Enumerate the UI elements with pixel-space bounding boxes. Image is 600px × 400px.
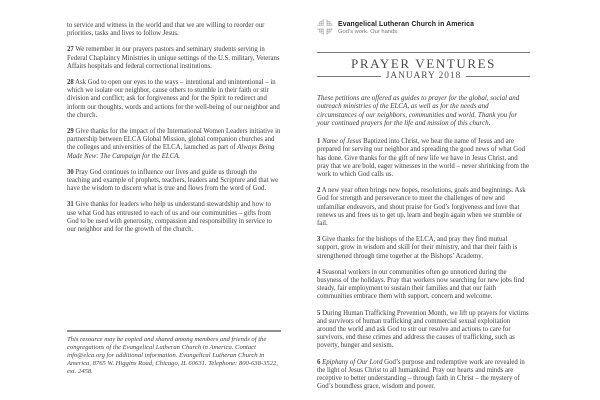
right-body-copy <box>317 94 530 399</box>
petition-text: During Human Trafficking Prevention Month, we lift up prayers for victims and survivors of human trafficking and commercial sexual exploitation around the world and ask God to stir our resolve and actions to care for survivors, end these crimes and address the causes of trafficking, such as poverty, hunger and sexism. <box>317 309 529 350</box>
petition-text: Give thanks for the bishops of the ELCA, and pray they find mutual support, grow in wisdom and skill for their ministry, and that their faith is strengthened through time together at the Bishops’ Academy. <box>317 236 518 260</box>
paragraph-text: Ask God to open our eyes to the ways – intentional and unintentional – in which we isolate our neighbor, cause others to stumble in their faith or stir division and conflict; ask for forgiveness and for the Spirit to redirect and inform our thoughts, words and actions for the well-being of our neighbor and the church. <box>67 79 280 119</box>
petition <box>317 359 530 392</box>
page-right <box>317 0 530 400</box>
petition-number: 3 <box>317 236 321 244</box>
issue-date: JANUARY 2018 <box>385 71 462 81</box>
petition-text: A new year often brings new hopes, resolutions, goals and beginnings. Ask God for strength and perseverance to meet the challenges of new and unfamiliar endeavors, and shout praise for God’s forgiveness and love that renews us and frees us to get up, learn and begin again when we stumble or fail. <box>317 187 526 228</box>
paragraph-text: Give thanks for the impact of the International Women Leaders initiative in partnership between ELCA Global Mission, global companion churches and the colleges and universities of the ELCA, launched as part of <box>67 128 281 152</box>
paragraph-number: 27 <box>67 46 74 54</box>
paragraph-number: 28 <box>67 79 74 87</box>
petition <box>317 269 530 302</box>
paragraph <box>67 169 281 194</box>
paragraph-number: 30 <box>67 168 74 176</box>
paragraph-italic-title: Always Being Made New: The Campaign for the ELCA. <box>67 144 275 160</box>
petition <box>317 187 530 228</box>
footer-note <box>67 330 281 376</box>
org-name: Evangelical Lutheran Church in America <box>338 21 475 28</box>
paragraph <box>67 201 281 234</box>
petition-lead: Epiphany of Our Lord <box>322 358 383 366</box>
elca-logo-block <box>317 19 474 36</box>
logo-text <box>338 19 474 36</box>
intro-paragraph: These petitions are offered as guides to prayer for the global, social and outreach ministries of the ELCA, as well as for the needs and circumstances of our neighbors, communities and world. Thank you for your continued prayers for the life and mission of this church. <box>317 94 520 127</box>
left-body-copy <box>67 22 281 242</box>
petition-number: 1 <box>317 138 321 146</box>
petition <box>317 236 530 261</box>
petition-text: Baptized into Christ, we bear the name of Jesus and are prepared for serving our neighbor and spreading the good news of what God has done. Give thanks for the gift of new life we have in Jesus Christ, and pray that we are bold, eager witnesses in the world – never shrinking from the work to which God calls us. <box>317 138 529 178</box>
paragraph-text: Give thanks for leaders who help us understand stewardship and how to use what God has entrusted to each of us and our communities – gifts from God to be used with generosity, compassion and responsibility in service to our neighbor and for the growth of the church. <box>67 201 272 234</box>
issue-date-row <box>317 71 530 81</box>
petition-number: 4 <box>317 268 321 276</box>
petition <box>317 138 530 179</box>
petition-number: 6 <box>317 358 321 366</box>
header-rule <box>317 52 530 53</box>
petition-number: 5 <box>317 309 321 317</box>
paragraph <box>67 22 281 38</box>
page-left <box>67 0 281 400</box>
petition-text: Seasonal workers in our communities often go unnoticed during the busyness of the holidays. Pray that workers now searching for new jobs find steady, fair employment to sustain their families and that our faith communities embrace them with support, concern and welcome. <box>317 268 525 301</box>
paragraph <box>67 128 281 161</box>
date-rule-right <box>466 76 530 77</box>
paragraph <box>67 46 281 71</box>
petition <box>317 310 530 351</box>
org-tagline: God’s work. Our hands. <box>338 29 399 35</box>
paragraph-number: 29 <box>67 128 74 136</box>
page-title: PRAYER VENTURES <box>351 56 496 71</box>
petition-number: 2 <box>317 187 321 195</box>
paragraph-text: We remember in our prayers pastors and seminary students serving in Federal Chaplaincy Ministries in unique settings of the U.S. military, Veterans Affairs hospitals and federal correctional institutions. <box>67 46 280 70</box>
date-rule-left <box>317 76 381 77</box>
paragraph-text: Pray God continues to influence our lives and guide us through the teaching and example of prophets, teachers, leaders and Scripture and that we have the wisdom to discern what is true and flows from the word of God. <box>67 168 279 193</box>
footer-text: This resource may be copied and shared among members and friends of the congregations of the Evangelical Lutheran Church in America. Contact info@elca.org for additional information. Evangelical Lutheran Church in America, 8765 W. Higgins Road, Chicago, IL 60631. Telephone: 800-638-3522, ext. 2458. <box>67 336 278 375</box>
petition-text: God’s purpose and redemptive work are revealed in the light of Jesus Christ to all humankind. Pray our hearts and minds are receptive to better understanding – through faith in Christ – the mystery of God’s boundless grace, wisdom and power. <box>317 358 525 391</box>
elca-globe-cross-icon <box>317 19 333 35</box>
paragraph-text: to service and witness in the world and that we are willing to reorder our priorities, tasks and lives to follow Jesus. <box>67 22 265 38</box>
petition-lead: Name of Jesus <box>322 138 362 146</box>
paragraph-number: 31 <box>67 201 74 209</box>
paragraph <box>67 79 281 120</box>
